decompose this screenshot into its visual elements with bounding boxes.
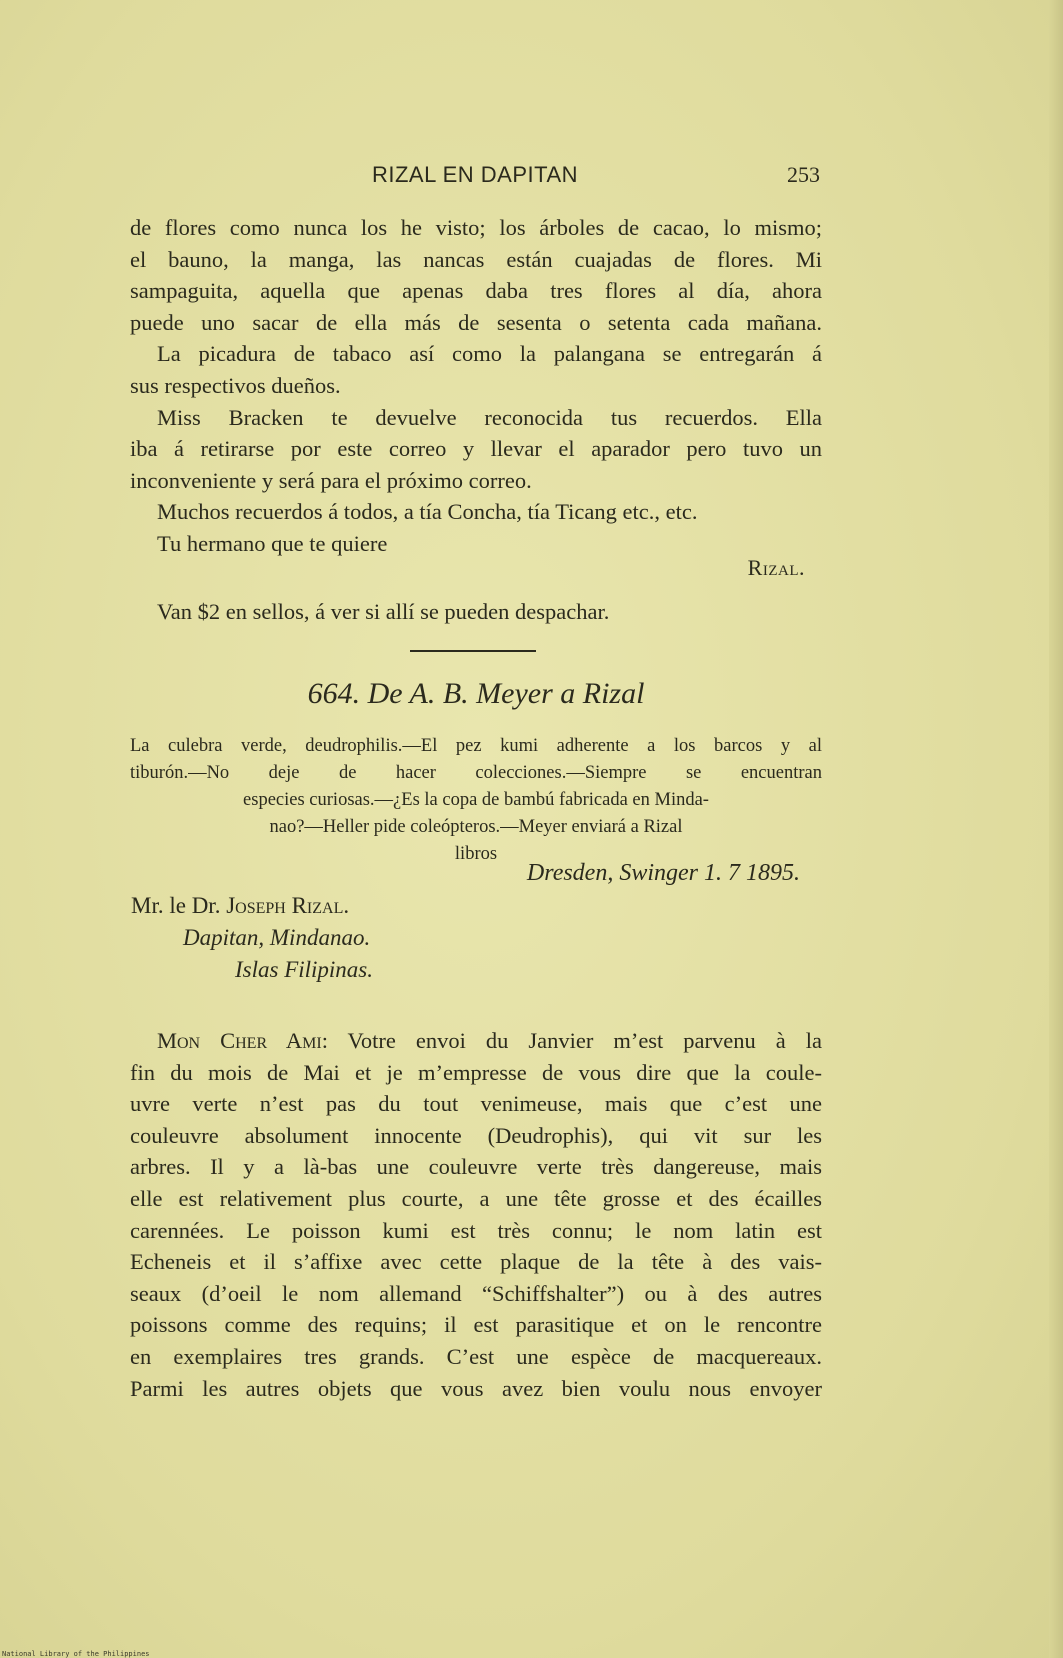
section-divider: [410, 650, 536, 652]
text-line: Echeneis et il s’affixe avec cette plaque de la tête à des vais-: [130, 1249, 822, 1275]
postscript-line: Van $2 en sellos, á ver si allí se pueden despachar.: [157, 599, 610, 624]
text-line: La picadura de tabaco así como la palangana se entregarán á: [157, 341, 822, 367]
text-line: sampaguita, aquella que apenas daba tres flores al día, ahora: [130, 278, 822, 304]
text-line: puede uno sacar de ella más de sesenta o setenta cada mañana.: [130, 309, 822, 335]
text-line: arbres. Il y a là-bas une couleuvre verte très dangereuse, mais: [130, 1154, 822, 1180]
text-line: sus respectivos dueños.: [130, 372, 341, 398]
running-head-title: RIZAL EN DAPITAN: [371, 162, 579, 187]
letter-date: Dresden, Swinger 1. 7 1895.: [526, 860, 800, 886]
text-line: el bauno, la manga, las nancas están cuajadas de flores. Mi: [130, 246, 822, 272]
letter-body: [130, 1025, 822, 1404]
text-line: Parmi les autres objets que vous avez bien voulu nous envoyer: [130, 1375, 822, 1401]
letter-summary: [130, 733, 822, 868]
signature: Rizal.: [747, 555, 805, 580]
text-line: couleuvre absolument innocente (Deudrophis), qui vit sur les: [130, 1122, 822, 1148]
text-line: inconveniente y será para el próximo correo.: [130, 467, 532, 493]
text-line: Tu hermano que te quiere: [157, 530, 388, 556]
text-line: iba á retirarse por este correo y llevar el aparador pero tuvo un: [130, 436, 822, 462]
text-line: Miss Bracken te devuelve reconocida tus recuerdos. Ella: [157, 404, 822, 430]
text-line: seaux (d’oeil le nom allemand “Schiffshalter”) ou à des autres: [130, 1280, 822, 1306]
text-line: fin du mois de Mai et je m’empresse de vous dire que la coule-: [130, 1059, 822, 1085]
body-first-line: : Votre envoi du Janvier m’est parvenu à la: [321, 1028, 822, 1053]
text-line: uvre verte n’est pas du tout venimeuse, mais que c’est une: [130, 1091, 822, 1117]
text-line: elle est relativement plus courte, a une tête grosse et des écailles: [130, 1185, 822, 1211]
text-line: de flores como nunca los he visto; los árboles de cacao, lo mismo;: [130, 215, 822, 240]
text-line: en exemplaires tres grands. C’est une espèce de macquereaux.: [130, 1343, 822, 1369]
text-line: carennées. Le poisson kumi est très connu; le nom latin est: [130, 1217, 822, 1243]
postscript: [130, 596, 822, 628]
address-line-2: Dapitan, Mindanao.: [183, 925, 371, 950]
summary-line: especies curiosas.—¿Es la copa de bambú fabricada en Minda-: [243, 790, 709, 810]
letter-continuation: [130, 212, 822, 560]
text-line: Muchos recuerdos á todos, a tía Concha, tía Ticang etc., etc.: [157, 499, 698, 525]
summary-line: La culebra verde, deudrophilis.—El pez kumi adherente a los barcos y al: [130, 736, 822, 756]
address-line-1: [131, 893, 349, 919]
summary-line: tiburón.—No deje de hacer colecciones.—Siempre se encuentran: [130, 763, 822, 783]
address-prefix: Mr. le Dr.: [131, 893, 227, 918]
addressee-name: Joseph Rizal.: [226, 893, 350, 918]
page-number: 253: [787, 162, 820, 187]
address-line-3: Islas Filipinas.: [235, 957, 374, 982]
salutation: Mon Cher Ami: [157, 1028, 322, 1053]
text-line: poissons comme des requins; il est parasitique et on le rencontre: [130, 1312, 822, 1338]
footer-credit: National Library of the Philippines: [2, 1650, 150, 1658]
letter-heading: 664. De A. B. Meyer a Rizal: [307, 677, 645, 710]
text-line: [130, 1025, 822, 1057]
page-edge: [1049, 0, 1063, 1658]
summary-line: libros: [454, 844, 498, 864]
summary-line: nao?—Heller pide coleópteros.—Meyer enviará a Rizal: [269, 817, 683, 837]
running-head: [130, 162, 820, 192]
